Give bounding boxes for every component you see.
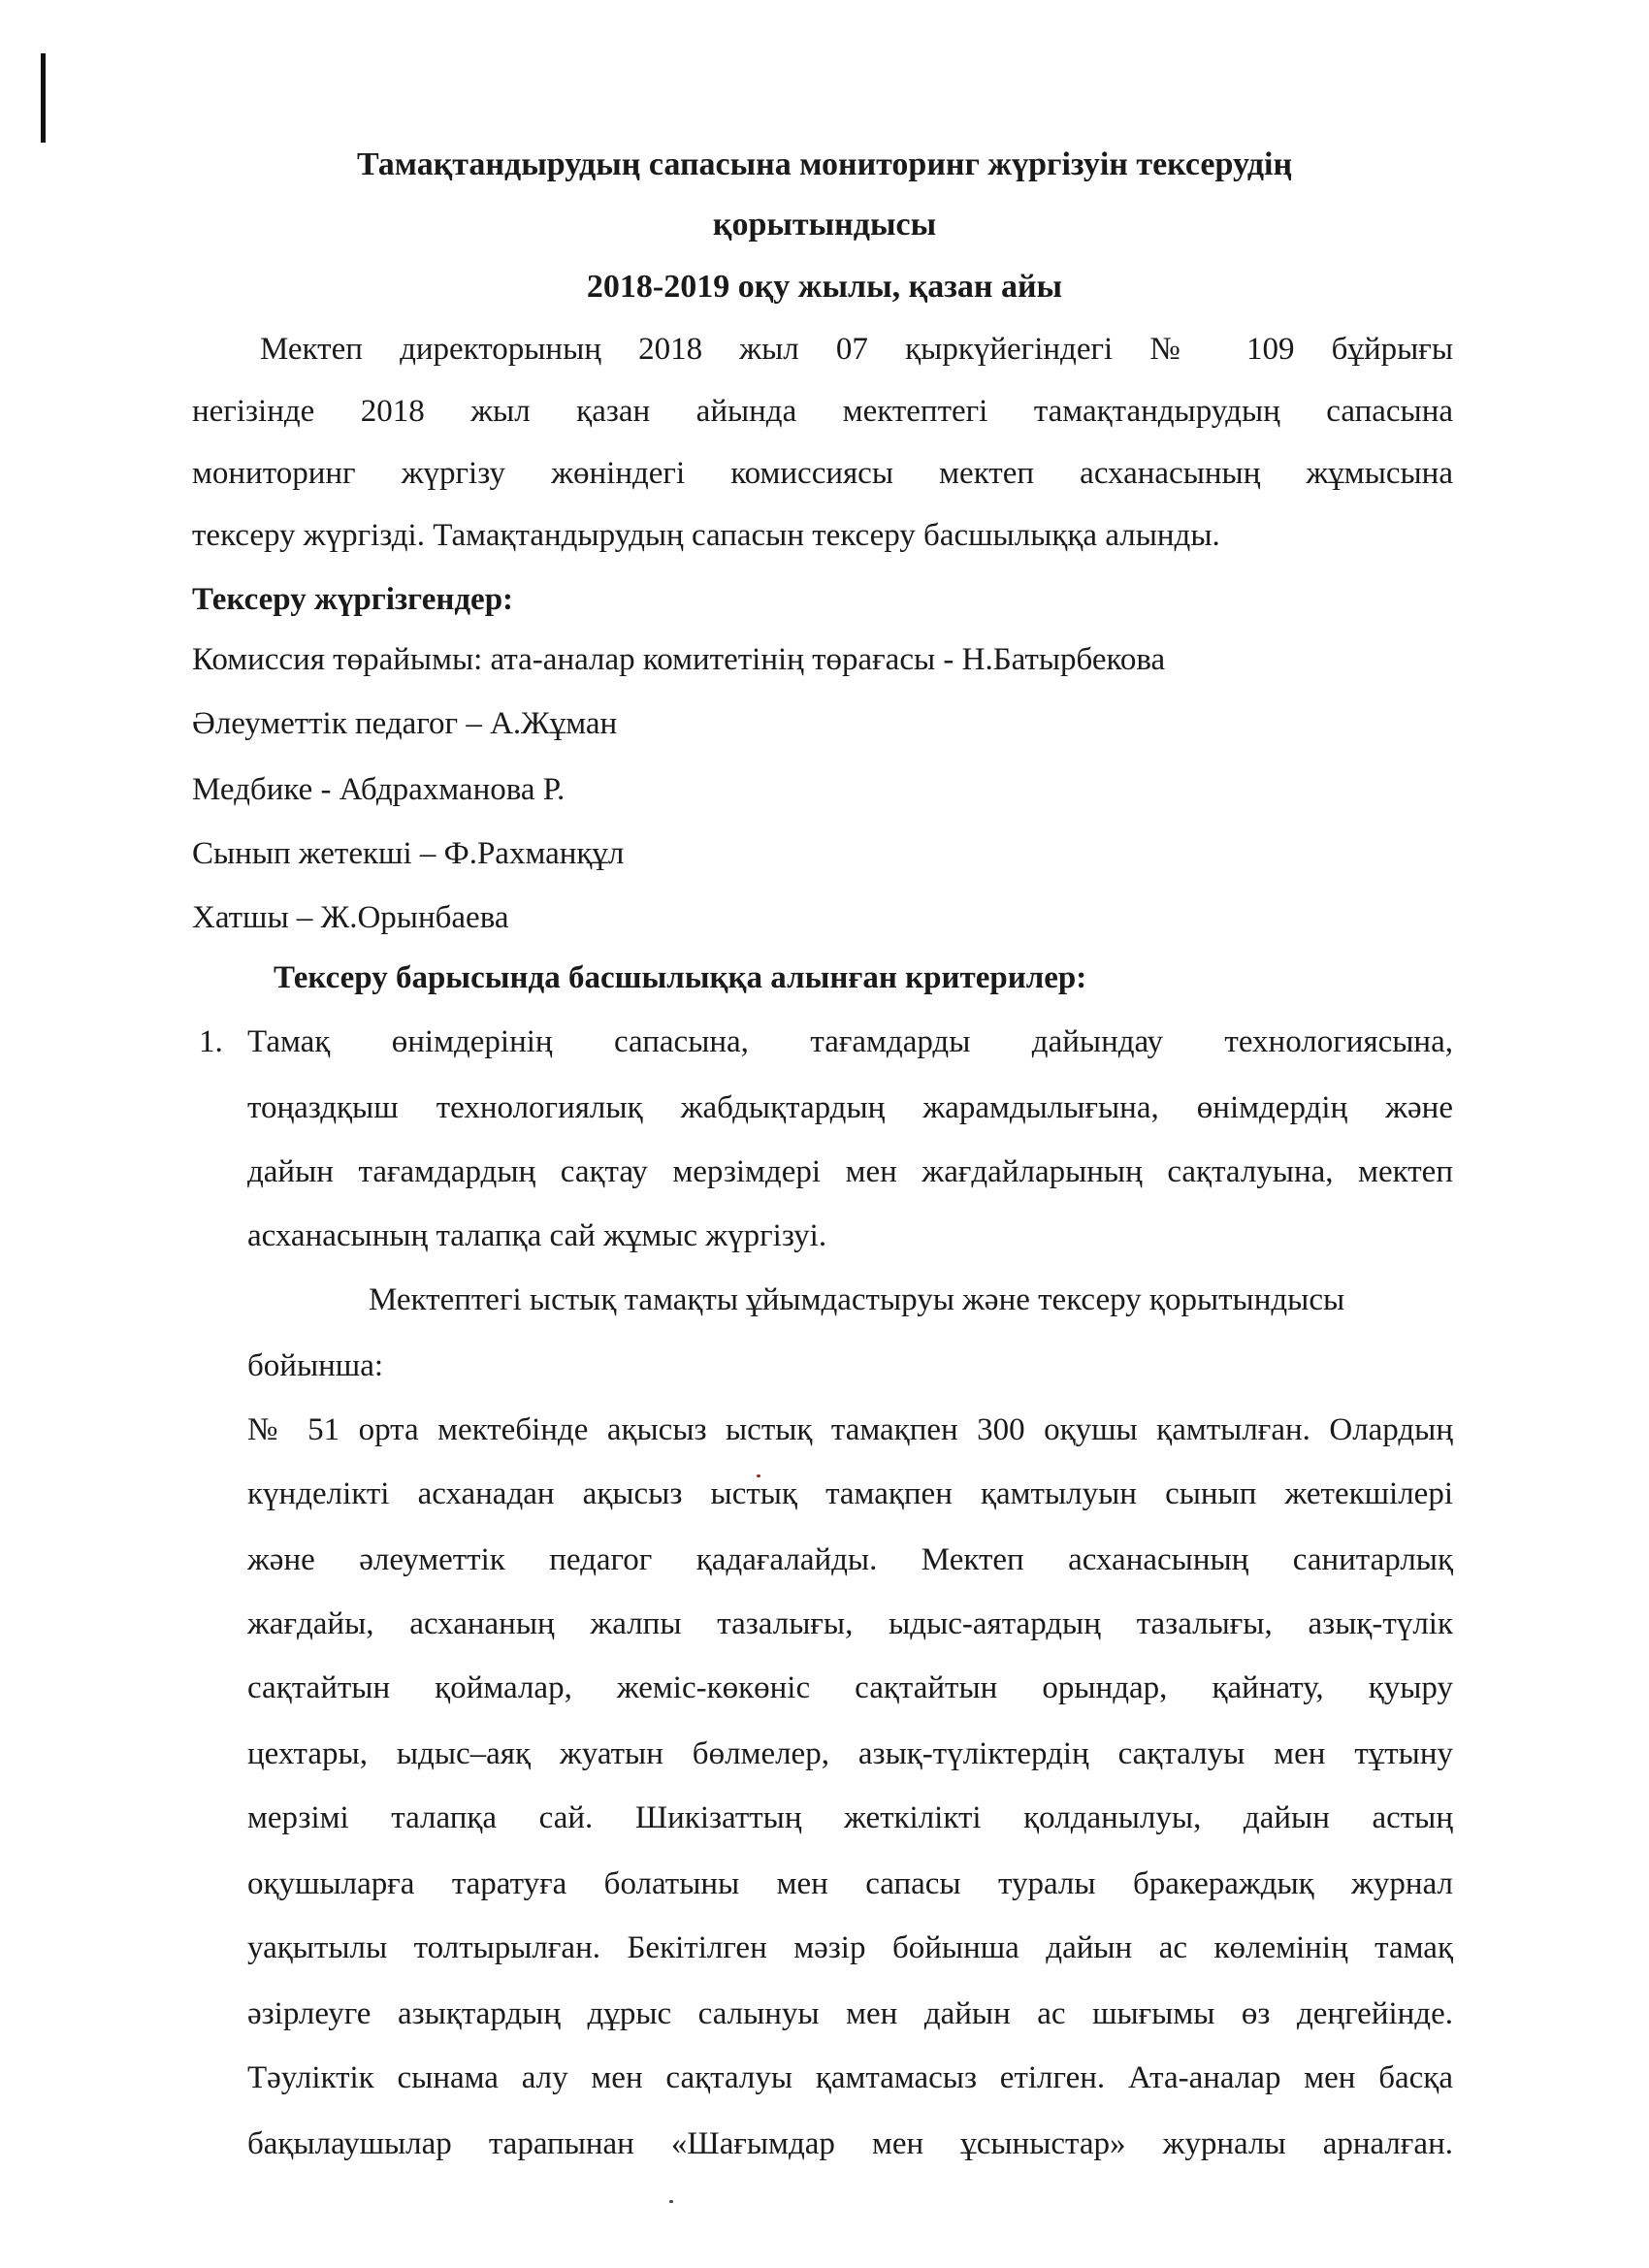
inspector-item: Комиссия төрайымы: ата-аналар комитетінің төрағасы - Н.Батырбекова [192,642,1166,677]
main-line: бақылаушылар тарапынан «Шағымдар мен ұсыныстар» журналы арналған. [247,2126,1453,2161]
main-line: оқушыларға таратуға болатыны мен сапасы туралы бракераждық журнал [247,1866,1453,1901]
main-line: әзірлеуге азықтардың дұрыс салынуы мен дайын ас шығымы өз деңгейінде. [247,1996,1453,2031]
intro-line: Мектеп директорының 2018 жыл 07 қыркүйегіндегі № 109 бұйрығы [260,332,1453,367]
results-line: Мектептегі ыстық тамақты ұйымдастыруы және тексеру қорытындысы [369,1282,1345,1317]
criteria-line: тоңаздқыш технологиялық жабдықтардың жарамдылығына, өнімдердің және [247,1090,1453,1125]
criteria-number: 1. [199,1024,223,1059]
inspectors-heading: Тексеру жүргізгендер: [192,582,514,617]
title-line-3: 2018-2019 оқу жылы, қазан айы [586,269,1063,305]
results-line: бойынша: [247,1348,384,1383]
intro-line: мониторинг жүргізу жөніндегі комиссиясы мектеп асханасының жұмысына [192,456,1453,491]
title-line-1: Тамақтандырудың сапасына мониторинг жүргізуін тексерудің [356,146,1293,182]
criteria-line: дайын тағамдардың сақтау мерзімдері мен жағдайларының сақталуына, мектеп [247,1154,1453,1189]
inspector-item: Хатшы – Ж.Орынбаева [192,900,509,935]
main-line: № 51 орта мектебінде ақысыз ыстық тамақпен 300 оқушы қамтылған. Олардың [247,1412,1453,1447]
main-line: және әлеуметтік педагог қадағалайды. Мектеп асханасының санитарлық [247,1542,1453,1577]
criteria-line: Тамақ өнімдерінің сапасына, тағамдарды дайындау технологиясына, [247,1024,1453,1059]
main-line: Тәуліктік сынама алу мен сақталуы қамтамасыз етілген. Ата-аналар мен басқа [247,2060,1453,2095]
scan-speck [669,2200,673,2203]
title-line-2: қорытындысы [712,207,937,243]
criteria-line: асханасының талапқа сай жұмыс жүргізуі. [247,1218,827,1253]
intro-line: негізінде 2018 жыл қазан айында мектептегі тамақтандырудың сапасына [192,394,1453,429]
margin-mark [41,53,46,143]
main-line: жағдайы, асхананың жалпы тазалығы, ыдыс-аятардың тазалығы, азық-түлік [247,1606,1453,1641]
main-line: күнделікті асханадан ақысыз ыстық тамақпен қамтылуын сынып жетекшілері [247,1476,1453,1511]
inspector-item: Сынып жетекші – Ф.Рахманқұл [192,836,625,871]
intro-line: тексеру жүргізді. Тамақтандырудың сапасын тексеру басшылыққа алынды. [192,518,1220,553]
main-line: уақытылы толтырылған. Бекітілген мәзір бойынша дайын ас көлемінің тамақ [247,1930,1453,1965]
criteria-heading: Тексеру барысында басшылыққа алынған критерилер: [274,960,1087,995]
main-line: мерзімі талапқа сай. Шикізаттың жеткілікті қолданылуы, дайын астың [247,1800,1453,1835]
main-line: сақтайтын қоймалар, жеміс-көкөніс сақтайтын орындар, қайнату, қуыру [247,1670,1453,1705]
inspector-item: Медбике - Абдрахманова Р. [192,772,566,807]
main-line: цехтары, ыдыс–аяқ жуатын бөлмелер, азық-түліктердің сақталуы мен тұтыну [247,1736,1453,1771]
inspector-item: Әлеуметтік педагог – А.Жұман [192,706,618,741]
